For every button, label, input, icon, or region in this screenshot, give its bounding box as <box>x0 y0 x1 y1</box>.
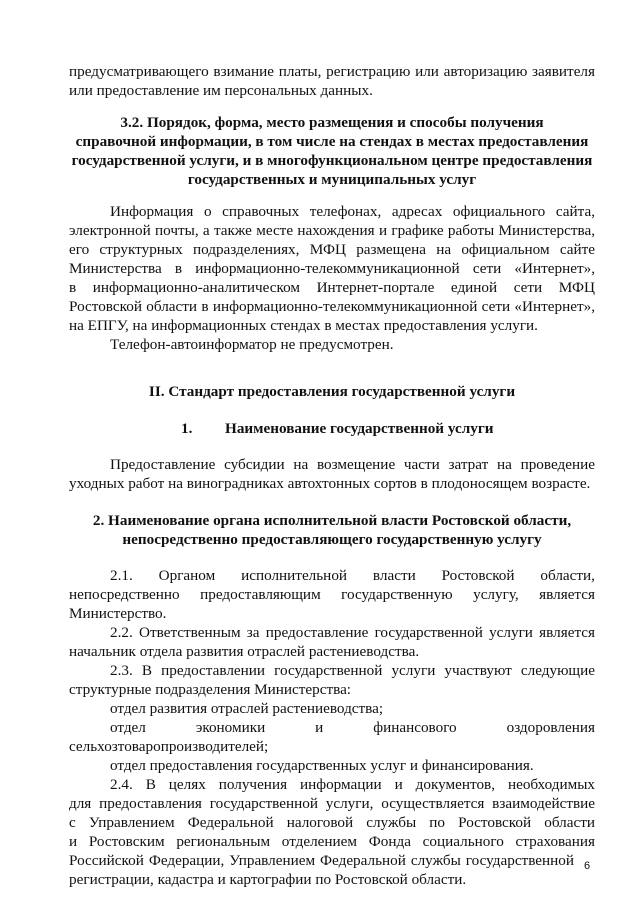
word: предоставляющим <box>200 586 321 603</box>
word: экономики <box>195 719 266 736</box>
word: власти <box>372 567 416 584</box>
word: государственную <box>341 586 453 603</box>
section-heading-line: справочной информации, в том числе на стендах в местах предоставления <box>75 133 589 150</box>
intro-line: предусматривающего взимание платы, регистрацию или авторизацию заявителя <box>69 63 595 80</box>
paragraph-line: и Ростовским региональным отделением Фонда социального страхования <box>69 833 595 850</box>
intro-line: или предоставление им персональных данных. <box>69 82 373 99</box>
word: финансового <box>373 719 457 736</box>
word: Органом <box>158 567 216 584</box>
word: услугу, <box>473 586 519 603</box>
list-item <box>69 719 595 738</box>
word: является <box>539 586 595 603</box>
word: и <box>315 719 324 736</box>
subsection-title: Наименование государственной услуги <box>225 420 494 437</box>
paragraph-line: 2.4. В целях получения информации и документов, необходимых <box>110 776 595 793</box>
paragraph-line: его структурных подразделениях, МФЦ размещена на официальном сайте <box>69 241 595 258</box>
paragraph-line: электронной почты, а также месте нахождения и графике работы Министерства, <box>69 222 595 239</box>
word: отдел <box>110 719 146 736</box>
word: Ростовской <box>441 567 515 584</box>
paragraph-line: Ростовской области в информационно-телекоммуникационной сети «Интернет», <box>69 298 595 315</box>
word: области, <box>540 567 595 584</box>
paragraph-line: Министерство. <box>69 605 167 622</box>
paragraph-line: уходных работ на виноградниках автохтонных сортов в плодоносящем возрасте. <box>69 475 591 492</box>
paragraph-line: 2.3. В предоставлении государственной услуги участвуют следующие <box>110 662 595 679</box>
paragraph-line <box>69 586 595 605</box>
paragraph-line: регистрации, кадастра и картографии по Ростовской области. <box>69 871 467 888</box>
word: непосредственно <box>69 586 180 603</box>
list-item-continuation: сельхозтоваропроизводителей; <box>69 738 269 755</box>
subsection-heading-line: 2. Наименование органа исполнительной власти Ростовской области, <box>92 512 572 529</box>
paragraph-line: Российской Федерации, Управлением Федеральной службы государственной <box>69 852 574 869</box>
paragraph-line: начальник отдела развития отраслей растениеводства. <box>69 643 420 660</box>
section-heading-line: 3.2. Порядок, форма, место размещения и способы получения <box>120 114 544 131</box>
paragraph-line: Министерства в информационно-телекоммуникационной сети «Интернет», <box>69 260 595 277</box>
page-number: 6 <box>584 860 591 872</box>
section-heading-line: государственных и муниципальных услуг <box>187 171 477 188</box>
paragraph-line: на ЕПГУ, на информационных стендах в местах предоставления услуги. <box>69 317 538 334</box>
paragraph-line: 2.2. Ответственным за предоставление государственной услуги является <box>110 624 595 641</box>
paragraph-line: для предоставления государственной услуги, осуществляется взаимодействие <box>69 795 595 812</box>
paragraph-line: Предоставление субсидии на возмещение части затрат на проведение <box>110 456 595 473</box>
word: оздоровления <box>506 719 595 736</box>
chapter-heading: II. Стандарт предоставления государственной услуги <box>148 383 516 400</box>
subsection-number: 1. <box>181 420 193 437</box>
paragraph-line: в информационно-аналитическом Интернет-портале единой сети МФЦ <box>69 279 595 296</box>
word: исполнительной <box>241 567 348 584</box>
paragraph-line: Информация о справочных телефонах, адресах официального сайта, <box>110 203 595 220</box>
subsection-heading-line: непосредственно предоставляющего государственную услугу <box>122 531 542 548</box>
word: 2.1. <box>110 567 133 584</box>
list-item: отдел развития отраслей растениеводства; <box>110 700 384 717</box>
paragraph-line: с Управлением Федеральной налоговой службы по Ростовской области <box>69 814 595 831</box>
paragraph-line <box>69 567 595 586</box>
list-item: отдел предоставления государственных услуг и финансирования. <box>110 757 534 774</box>
paragraph-line: структурные подразделения Министерства: <box>69 681 352 698</box>
paragraph-line: Телефон-автоинформатор не предусмотрен. <box>110 336 394 353</box>
section-heading-line: государственной услуги, и в многофункциональном центре предоставления <box>71 152 593 169</box>
